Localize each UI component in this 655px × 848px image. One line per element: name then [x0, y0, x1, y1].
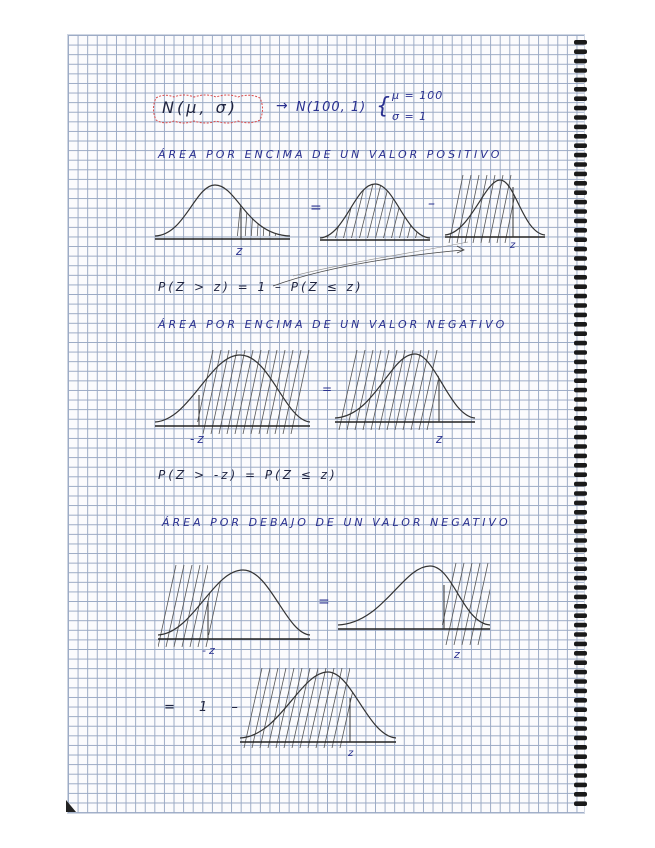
spiral-ring: [574, 360, 587, 365]
spiral-ring: [574, 585, 587, 590]
section2-z-right: z: [436, 432, 446, 446]
spiral-ring: [574, 651, 587, 656]
brace-icon: {: [376, 94, 393, 119]
spiral-ring: [574, 172, 587, 177]
spiral-ring: [574, 454, 587, 459]
spiral-ring: [574, 576, 587, 581]
section1-curve-right: [445, 175, 545, 243]
section3-z-right: z: [454, 648, 463, 661]
mu-value: μ = 100: [392, 89, 444, 102]
spiral-ring: [574, 303, 587, 308]
section1-title: ÁREA POR ENCIMA DE UN VALOR POSITIVO: [158, 148, 503, 161]
spiral-ring: [574, 613, 587, 618]
spiral-ring: [574, 679, 587, 684]
spiral-ring: [574, 557, 587, 562]
spiral-ring: [574, 472, 587, 477]
spiral-ring: [574, 397, 587, 402]
spiral-ring: [574, 162, 587, 167]
spiral-ring: [574, 529, 587, 534]
spiral-ring: [574, 623, 587, 628]
spiral-ring: [574, 331, 587, 336]
spiral-ring: [574, 726, 587, 731]
section3-title: ÁREA POR DEBAJO DE UN VALOR NEGATIVO: [162, 516, 511, 529]
spiral-ring: [574, 106, 587, 111]
section2-curve-left: [155, 350, 310, 434]
spiral-ring: [574, 566, 587, 571]
spiral-ring: [574, 378, 587, 383]
section2-curve-right: [335, 350, 475, 430]
section3-curve-right: [338, 563, 490, 645]
spiral-ring: [574, 510, 587, 515]
spiral-ring: [574, 717, 587, 722]
spiral-ring: [574, 322, 587, 327]
spiral-ring: [574, 773, 587, 778]
spiral-ring: [574, 341, 587, 346]
spiral-ring: [574, 209, 587, 214]
spiral-ring: [574, 237, 587, 242]
spiral-ring: [574, 435, 587, 440]
spiral-ring: [574, 115, 587, 120]
spiral-ring: [574, 284, 587, 289]
spiral-ring: [574, 660, 587, 665]
section1-z-left: z: [236, 244, 246, 258]
section2-title: ÁREA POR ENCIMA DE UN VALOR NEGATIVO: [158, 318, 508, 331]
spiral-ring: [574, 698, 587, 703]
spiral-ring: [574, 350, 587, 355]
spiral-ring: [574, 256, 587, 261]
spiral-ring: [574, 388, 587, 393]
spiral-ring: [574, 87, 587, 92]
spiral-ring: [574, 40, 587, 45]
section2-z-left: -z: [190, 432, 207, 446]
page-corner: [66, 800, 76, 812]
spiral-ring: [574, 754, 587, 759]
spiral-ring: [574, 689, 587, 694]
spiral-ring: [574, 642, 587, 647]
spiral-ring: [574, 153, 587, 158]
spiral-ring: [574, 491, 587, 496]
spiral-ring: [574, 78, 587, 83]
section1-minus: –: [428, 196, 438, 212]
spiral-ring: [574, 275, 587, 280]
normal-example: N(100, 1): [296, 100, 367, 115]
spiral-ring: [574, 49, 587, 54]
normal-notation: N(μ, σ): [162, 98, 238, 117]
spiral-ring: [574, 595, 587, 600]
spiral-ring: [574, 548, 587, 553]
spiral-ring: [574, 416, 587, 421]
spiral-ring: [574, 792, 587, 797]
spiral-ring: [574, 501, 587, 506]
spiral-ring: [574, 59, 587, 64]
spiral-ring: [574, 219, 587, 224]
spiral-ring: [574, 425, 587, 430]
spiral-ring: [574, 632, 587, 637]
section3-equals: =: [318, 594, 333, 610]
spiral-ring: [574, 96, 587, 101]
spiral-ring: [574, 247, 587, 252]
section1-equals: =: [310, 200, 325, 216]
spiral-ring: [574, 407, 587, 412]
spiral-ring: [574, 707, 587, 712]
spiral-ring: [574, 801, 587, 806]
spiral-ring: [574, 444, 587, 449]
spiral-ring: [574, 463, 587, 468]
spiral-ring: [574, 538, 587, 543]
spiral-ring: [574, 736, 587, 741]
spiral-ring: [574, 125, 587, 130]
spiral-binding: [572, 36, 590, 806]
spiral-ring: [574, 670, 587, 675]
section3-z-left: -z: [202, 644, 218, 657]
spiral-ring: [574, 604, 587, 609]
spiral-ring: [574, 294, 587, 299]
spiral-ring: [574, 228, 587, 233]
spiral-ring: [574, 143, 587, 148]
section1-z-right: z: [510, 240, 519, 251]
spiral-ring: [574, 313, 587, 318]
section1-formula: P(Z > z) = 1 – P(Z ≤ z): [158, 280, 364, 294]
spiral-ring: [574, 266, 587, 271]
spiral-ring: [574, 181, 587, 186]
spiral-ring: [574, 134, 587, 139]
sigma-value: σ = 1: [392, 110, 428, 123]
arrow-icon: →: [276, 98, 291, 114]
section2-equals: =: [322, 382, 336, 396]
spiral-ring: [574, 783, 587, 788]
section3-curve-bottom: [240, 668, 396, 748]
spiral-ring: [574, 190, 587, 195]
spiral-ring: [574, 200, 587, 205]
section3-z-bottom: z: [348, 748, 357, 759]
section3-curve-left: [158, 565, 310, 647]
spiral-ring: [574, 68, 587, 73]
spiral-ring: [574, 369, 587, 374]
section1-curve-middle: [320, 180, 430, 244]
section2-formula: P(Z > -z) = P(Z ≤ z): [158, 468, 338, 482]
spiral-ring: [574, 745, 587, 750]
spiral-ring: [574, 482, 587, 487]
spiral-ring: [574, 519, 587, 524]
section3-result-prefix: = 1 –: [164, 700, 248, 715]
spiral-ring: [574, 764, 587, 769]
